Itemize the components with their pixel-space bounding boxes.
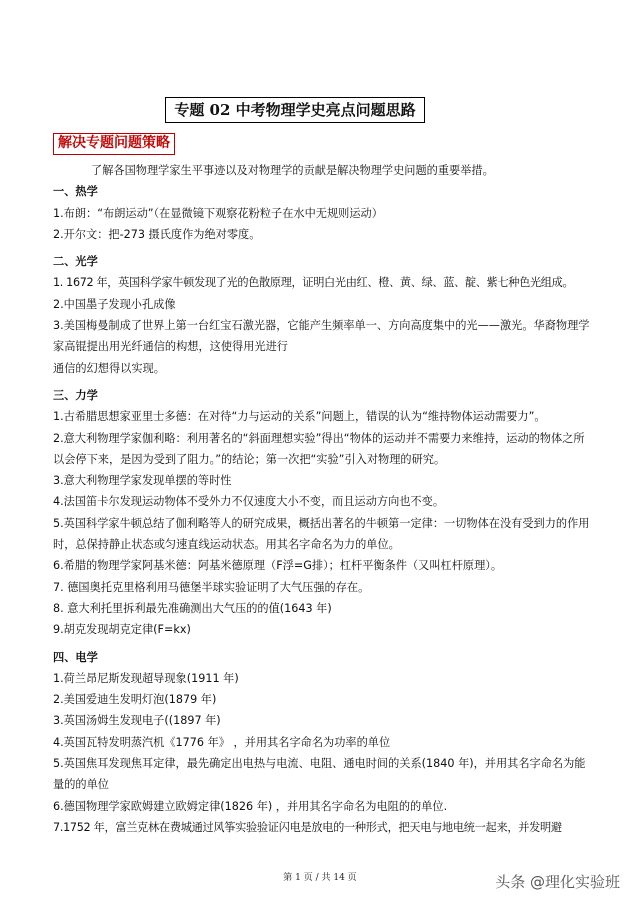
list-item: 通信的幻想得以实现。 (53, 361, 165, 375)
list-item: 1. 1672 年，英国科学家牛顿发现了光的色散原理，证明白光由红、橙、黄、绿、蓝、靛、紫七种色光组成。 (53, 276, 574, 290)
list-item: 1.古希腊思想家亚里士多德：在对待“力与运动的关系”问题上，错误的认为“维持物体运动需要力”。 (53, 410, 546, 424)
document-body (53, 160, 593, 838)
list-item: 7.1752 年，富兰克林在费城通过风筝实验验证闪电是放电的一种形式，把天电与地电统一起来，并发明避 (53, 820, 562, 834)
list-item: 7. 德国奥托克里格利用马德堡半球实验证明了大气压强的存在。 (53, 580, 370, 594)
list-item: 8. 意大利托里拆利最先准确测出大气压的的值(1643 年) (53, 601, 332, 615)
list-item: 6.希腊的物理学家阿基米德：阿基米德原理（F浮=G排）；杠杆平衡条件（又叫杠杆原理）。 (53, 559, 503, 573)
list-item: 5.英国焦耳发现焦耳定律，最先确定出电热与电流、电阻、通电时间的关系(1840 年)，并用其名字命名为能量的的单位 (53, 757, 586, 792)
section-heading-electricity: 四、电学 (53, 650, 98, 664)
watermark: 头条 @理化实验班 (495, 873, 620, 891)
list-item: 4.法国笛卡尔发现运动物体不受外力不仅速度大小不变，而且运动方向也不变。 (53, 495, 445, 509)
list-item: 5.英国科学家牛顿总结了伽利略等人的研究成果，概括出著名的牛顿第一定律：一切物体在没有受到力的作用时，总保持静止状态或匀速直线运动状态。用其名字命名为力的单位。 (53, 516, 590, 552)
list-item: 1.荷兰昂尼斯发现超导现象(1911 年) (53, 671, 239, 685)
section-heading-optics: 二、光学 (53, 255, 98, 269)
page-footer: 第 1 页 / 共 14 页 (283, 873, 357, 883)
intro-paragraph: 了解各国物理学家生平事迹以及对物理学的贡献是解决物理学史问题的重要举措。 (91, 164, 494, 177)
list-item: 1.布朗：“布朗运动”（在显微镜下观察花粉粒子在水中无规则运动） (53, 206, 383, 220)
strategy-label: 解决专题问题策略 (53, 133, 175, 155)
list-item: 2.美国爱迪生发明灯泡(1879 年) (53, 693, 217, 707)
list-item: 2.意大利物理学家伽利略：利用著名的“斜面理想实验”得出“物体的运动并不需要力来维持，运动的物体之所以会停下来，是因为受到了阻力。”的结论；第一次把“实验”引入对物理的研究。 (53, 431, 585, 466)
list-item: 3.美国梅曼制成了世界上第一台红宝石激光器，它能产生频率单一、方向高度集中的光——激光。华裔物理学家高锟提出用光纤通信的构想，这使得用光进行 (53, 319, 590, 354)
list-item: 3.英国汤姆生发现电子((1897 年) (53, 714, 221, 728)
list-item: 4.英国瓦特发明蒸汽机《1776 年》 ，并用其名字命名为功率的单位 (53, 735, 391, 749)
list-item: 9.胡克发现胡克定律(F=kx) (53, 623, 191, 637)
document-title: 专题 02 中考物理学史亮点问题思路 (165, 97, 425, 123)
section-heading-thermal: 一、热学 (53, 185, 98, 199)
list-item: 3.意大利物理学家发现单摆的等时性 (53, 474, 232, 488)
list-item: 2.开尔文：把-273 摄氏度作为绝对零度。 (53, 227, 261, 241)
section-heading-mechanics: 三、力学 (53, 388, 98, 402)
list-item: 2.中国墨子发现小孔成像 (53, 297, 176, 311)
list-item: 6.德国物理学家欧姆建立欧姆定律(1826 年) ，并用其名字命名为电阻的的单位. (53, 799, 448, 813)
